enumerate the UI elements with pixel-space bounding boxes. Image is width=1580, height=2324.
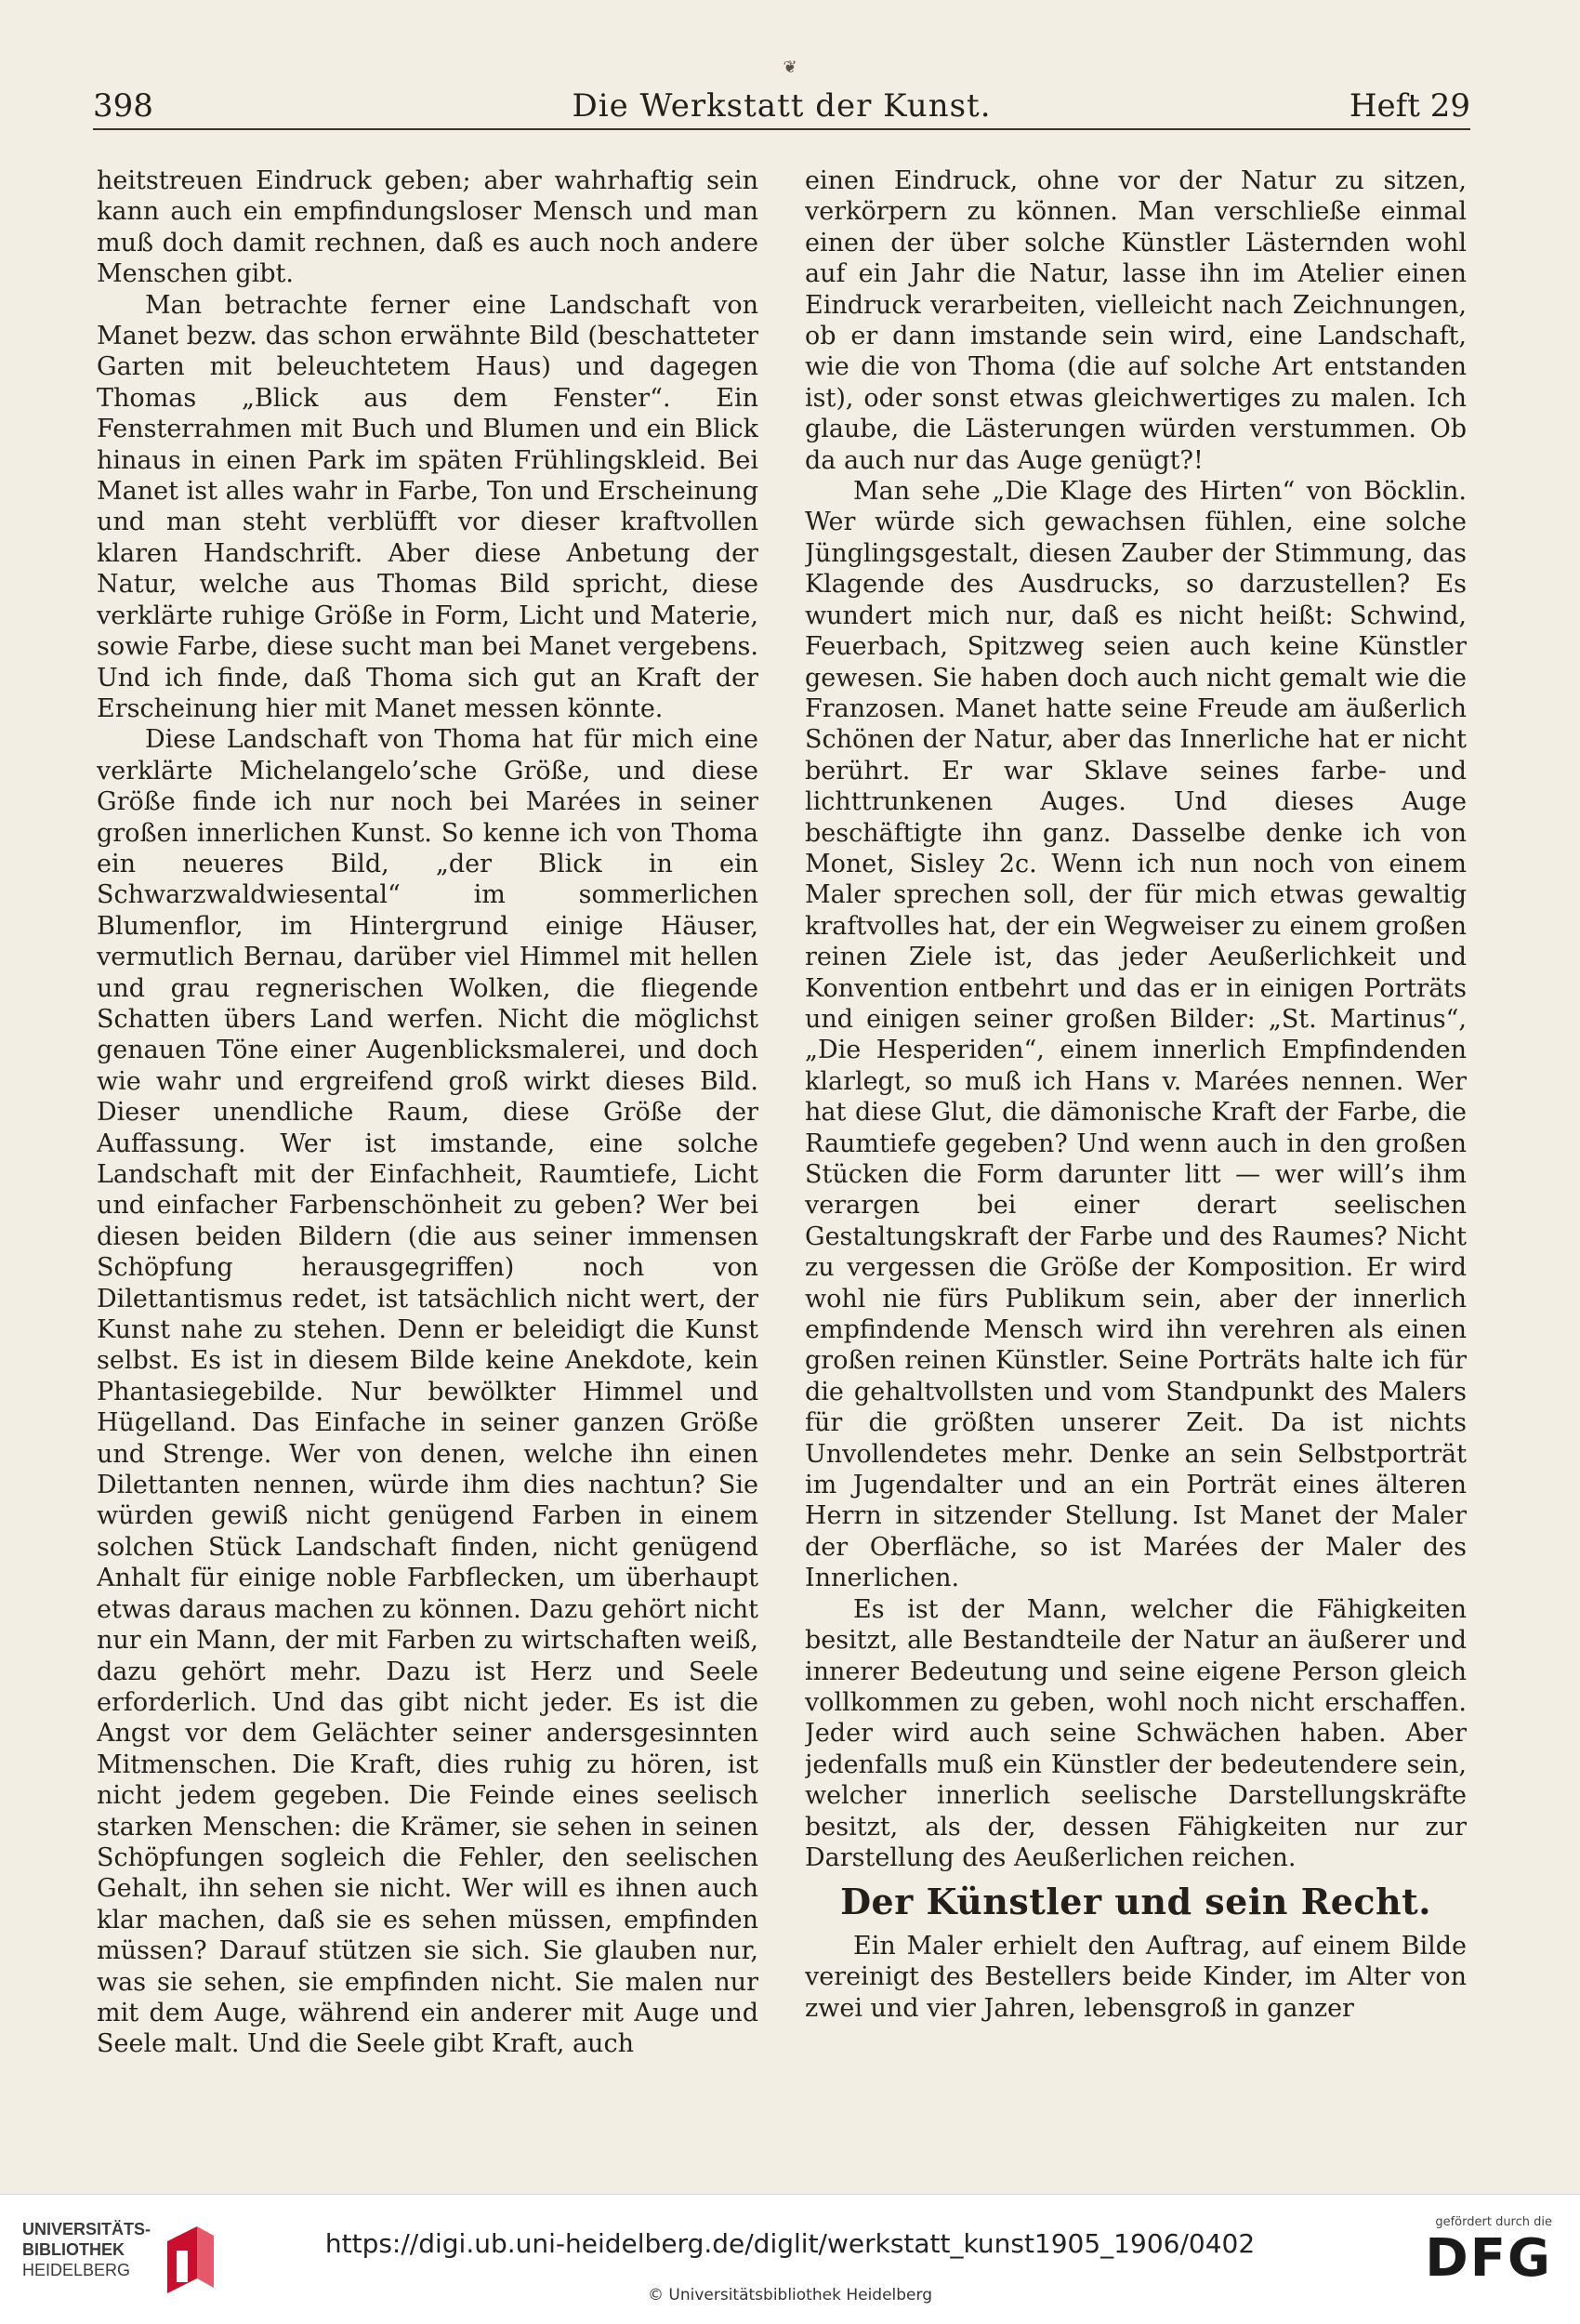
right-paragraph-2: Man sehe „Die Klage des Hirten“ von Böcklin. Wer würde sich gewachsen fühlen, eine solche Jünglingsgestalt, diesen Zauber der Stimmung, das Klagende des Ausdrucks, so darzustellen? Es wundert mich nur, daß es nicht heißt: Schwind, Feuerbach, Spitzweg seien auch keine Künstler gewesen. Sie haben doch auch nicht gemalt wie die Franzosen. Manet hatte seine Freude am äußerlich Schönen der Natur, aber das Innerliche hat er nicht berührt. Er war Sklave seines farbe- und lichttrunkenen Auges. Und dieses Auge beschäftigte ihn ganz. Dasselbe denke ich von Monet, Sisley 2c. Wenn ich nun noch von einem Maler sprechen soll, der für mich etwas gewaltig kraftvolles hat, der ein Wegweiser zu einem großen reinen Ziele ist, das jeder Aeußerlichkeit und Konvention entbehrt und das er in einigen Porträts und einigen seiner großen Bilder: „St. Martinus“, „Die Hesperiden“, einem innerlich Empfindenden klarlegt, so muß ich Hans v. Marées nennen. Wer hat diese Glut, die dämonische Kraft der Farbe, die Raumtiefe gegeben? Und wenn auch in den großen Stücken die Form darunter litt — wer will’s ihm verargen bei einer derart seelischen Gestaltungskraft der Farbe und des Raumes? Nicht zu vergessen die Größe der Komposition. Er wird wohl nie fürs Publikum sein, aber der innerlich empfindende Mensch wird ihn verehren als einen großen reinen Künstler. Seine Porträts halte ich für die gehaltvollsten und vom Standpunkt des Malers für die größten unserer Zeit. Da ist nichts Unvollendetes mehr. Denke an sein Selbstporträt im Jugendalter und an ein Porträt eines älteren Herrn in sitzender Stellung. Ist Manet der Maler der Oberfläche, so ist Marées der Maler des Innerlichen. (805, 477, 1467, 1593)
right-paragraph-1: einen Eindruck, ohne vor der Natur zu sitzen, verkörpern zu können. Man verschließe einmal einen der über solche Künstler Lästernden wohl auf ein Jahr die Natur, lasse ihn im Atelier einen Eindruck verarbeiten, vielleicht nach Zeichnungen, ob er dann imstande sein wird, eine Landschaft, wie die von Thoma (die auf solche Art entstanden ist), oder sonst etwas gleichwertiges zu malen. Ich glaube, die Lästerungen würden verstummen. Ob da auch nur das Auge genügt?! (805, 166, 1467, 475)
left-paragraph-1: heitstreuen Eindruck geben; aber wahrhaftig sein kann auch ein empfindungsloser Mensch und man muß doch damit rechnen, daß es auch noch andere Menschen gibt. (97, 166, 758, 289)
left-column (97, 165, 758, 2136)
page-number: 398 (93, 87, 153, 125)
left-paragraph-2: Man betrachte ferner eine Landschaft von Manet bezw. das schon erwähnte Bild (beschatteter Garten mit beleuchtetem Haus) und dagegen Thomas „Blick aus dem Fenster“. Ein Fensterrahmen mit Buch und Blumen und ein Blick hinaus in einen Park im späten Frühlingskleid. Bei Manet ist alles wahr in Farbe, Ton und Erscheinung und man steht verblüfft vor dieser kraftvollen klaren Handschrift. Aber diese Anbetung der Natur, welche aus Thomas Bild spricht, diese verklärte ruhige Größe in Form, Licht und Materie, sowie Farbe, diese sucht man bei Manet vergebens. Und ich finde, daß Thoma sich gut an Kraft der Erscheinung hier mit Manet messen könnte. (97, 290, 758, 723)
library-name-line-3: HEIDELBERG (22, 2261, 131, 2279)
funder-logo (1366, 2215, 1552, 2308)
library-name-line-1: UNIVERSITÄTS- (22, 2220, 151, 2238)
right-paragraph-3: Es ist der Mann, welcher die Fähigkeiten besitzt, alle Bestandteile der Natur an äußerer und innerer Bedeutung und seine eigene Person gleich vollkommen zu geben, wohl noch nicht erschaffen. Jeder wird auch seine Schwächen haben. Aber jedenfalls muß ein Künstler der bedeutendere sein, welcher innerlich seelische Darstellungskräfte besitzt, als der, dessen Fähigkeiten nur zur Darstellung des Aeußerlichen reichen. (805, 1594, 1467, 1872)
funder-note: gefördert durch die (1435, 2215, 1552, 2229)
section-paragraph: Ein Maler erhielt den Auftrag, auf einem Bilde vereinigt des Bestellers beide Kinder, im Alter von zwei und vier Jahren, lebensgroß in ganzer (805, 1931, 1467, 2023)
header-rule (93, 128, 1470, 130)
library-name-line-2: BIBLIOTHEK (22, 2240, 125, 2259)
right-column (805, 165, 1467, 2136)
copyright-notice: © Universitätsbibliothek Heidelberg (647, 2286, 932, 2304)
permalink-url[interactable]: https://digi.ub.uni-heidelberg.de/diglit/werkstatt_kunst1905_1906/0402 (324, 2228, 1256, 2259)
funder-name: DFG (1425, 2228, 1552, 2289)
header-ornament: ❦ (783, 58, 797, 77)
issue-number: Heft 29 (1349, 87, 1470, 125)
viewer-footer (0, 2194, 1580, 2324)
running-header (93, 82, 1470, 130)
section-heading: Der Künstler und sein Recht. (840, 1881, 1431, 1923)
left-paragraph-3: Diese Landschaft von Thoma hat für mich eine verklärte Michelangelo’sche Größe, und diese Größe finde ich nur noch bei Marées in seiner großen innerlichen Kunst. So kenne ich von Thoma ein neueres Bild, „der Blick in ein Schwarzwaldwiesental“ im sommerlichen Blumenflor, im Hintergrund einige Häuser, vermutlich Bernau, darüber viel Himmel mit hellen und grau regnerischen Wolken, die fliegende Schatten übers Land werfen. Nicht die möglichst genauen Töne einer Augenblicksmalerei, und doch wie wahr und ergreifend groß wirkt dieses Bild. Dieser unendliche Raum, diese Größe der Auffassung. Wer ist imstande, eine solche Landschaft mit der Einfachheit, Raumtiefe, Licht und einfacher Farbenschönheit zu geben? Wer bei diesen beiden Bildern (die aus seiner immensen Schöpfung herausgegriffen) noch von Dilettantismus redet, ist tatsächlich nicht wert, der Kunst nahe zu stehen. Denn er beleidigt die Kunst selbst. Es ist in diesem Bilde keine Anekdote, kein Phantasiegebilde. Nur bewölkter Himmel und Hügelland. Das Einfache in seiner ganzen Größe und Strenge. Wer von denen, welche ihn einen Dilettanten nennen, würde ihm dies nachtun? Sie würden gewiß nicht genügend Farben in einem solchen Stück Landschaft finden, nicht genügend Anhalt für einige noble Farbflecken, um überhaupt etwas daraus machen zu können. Dazu gehört nicht nur ein Mann, der mit Farben zu wirtschaften weiß, dazu gehört mehr. Dazu ist Herz und Seele erforderlich. Und das gibt nicht jeder. Es ist die Angst vor dem Gelächter seiner andersgesinnten Mitmenschen. Die Kraft, dies ruhig zu hören, ist nicht jedem gegeben. Die Feinde eines seelisch starken Menschen: die Krämer, sie sehen in seinen Schöpfungen sogleich die Fehler, den seelischen Gehalt, ihn sehen sie nicht. Wer will es ihnen auch klar machen, daß sie es sehen müssen, empfinden müssen? Darauf stützen sie sich. Sie glauben nur, was sie sehen, sie empfinden nicht. Sie malen nur mit dem Auge, während ein anderer mit Auge und Seele malt. Und die Seele gibt Kraft, auch (97, 725, 758, 2059)
journal-title: Die Werkstatt der Kunst. (572, 87, 992, 125)
